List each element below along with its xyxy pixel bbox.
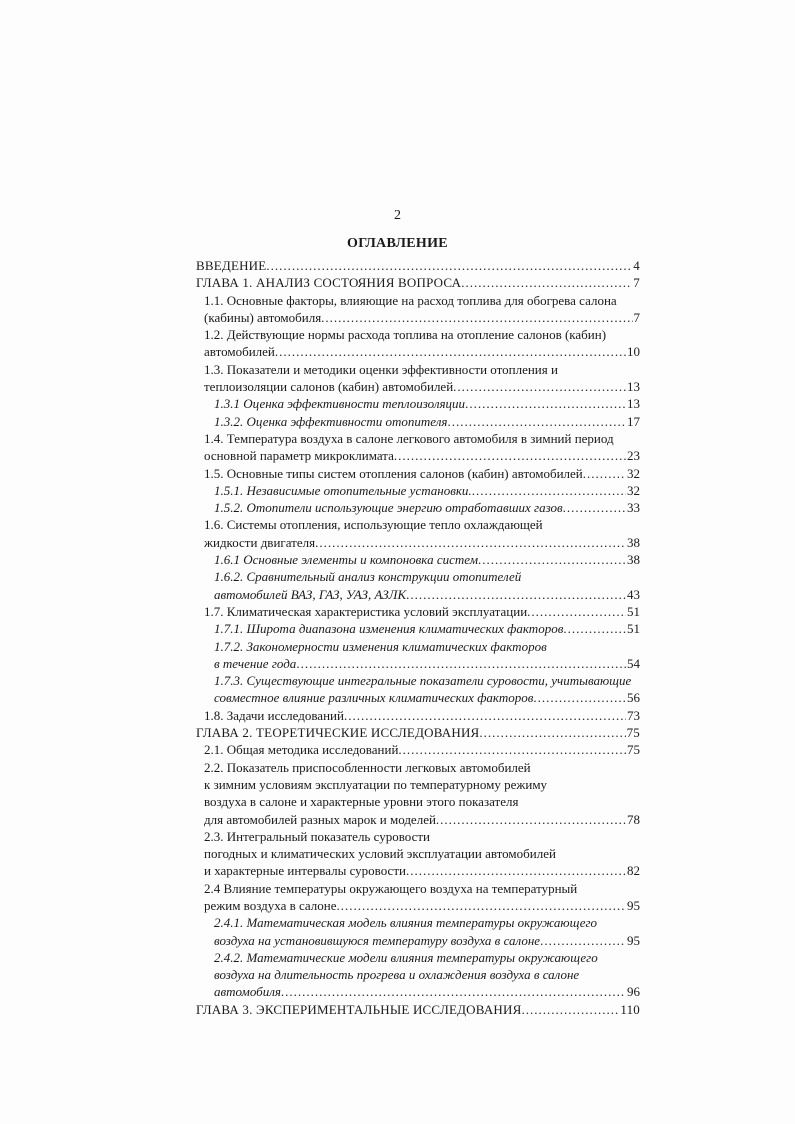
toc-entry-text: 2.1. Общая методика исследований [204, 742, 399, 758]
toc-entry-row [204, 862, 640, 879]
dot-leader [344, 707, 626, 724]
page-number: 2 [394, 208, 401, 223]
toc-page-number: 75 [626, 725, 640, 741]
toc-subsection [196, 638, 640, 673]
toc-section [196, 516, 640, 551]
toc-section [196, 326, 640, 361]
toc-page-number: 56 [627, 690, 640, 706]
toc-entry-text: воздуха на длительность прогрева и охлаждения воздуха в салоне [214, 967, 580, 983]
toc-page-number: 4 [633, 258, 640, 273]
dot-leader [583, 465, 626, 482]
toc-subsection [196, 499, 640, 516]
toc-entry-text: 1.1. Основные факторы, влияющие на расход топлива для обогрева салона [204, 292, 617, 308]
toc-entry-row [196, 257, 640, 274]
toc-page-number: 13 [627, 379, 640, 395]
toc-entry-text: 2.4 Влияние температуры окружающего воздуха на температурный [204, 880, 578, 896]
toc-entry-text: 1.3.1 Оценка эффективности теплоизоляции [214, 396, 466, 412]
toc-entry-text: теплоизоляции салонов (кабин) автомобилей [204, 379, 454, 395]
toc-entry-text: 1.7.2. Закономерности изменения климатических факторов [214, 638, 547, 654]
toc-entry-text: 1.6.2. Сравнительный анализ конструкции отопителей [214, 569, 522, 585]
toc-page-number: 38 [627, 552, 640, 568]
dot-leader [540, 932, 626, 949]
toc-section [196, 741, 640, 758]
toc-entry-text: и характерные интервалы суровости [204, 863, 406, 879]
toc-entry-row [214, 983, 640, 1000]
toc-entry-row [204, 707, 640, 724]
toc-chapter [196, 274, 640, 291]
toc-section [196, 361, 640, 396]
toc-entry-row [204, 465, 640, 482]
toc-entry-text: ГЛАВА 1. АНАЛИЗ СОСТОЯНИЯ ВОПРОСА [196, 275, 462, 291]
toc-entry-text: совместное влияние различных климатических факторов [214, 690, 534, 706]
toc-subsection [196, 395, 640, 412]
toc-entry-text: автомобиля [214, 984, 281, 1000]
toc-entry-row [214, 655, 640, 672]
toc-subsection [196, 620, 640, 637]
dot-leader [478, 551, 626, 568]
toc-entry-text: автомобилей ВАЗ, ГАЗ, УАЗ, АЗЛК [214, 586, 407, 602]
toc-entry-text: воздуха в салоне и характерные уровни этого показателя [204, 794, 519, 810]
toc-entry-text: ВВЕДЕНИЕ [196, 258, 267, 273]
toc-section [196, 828, 640, 880]
toc-subsection [196, 914, 640, 949]
toc-entry-row [204, 897, 640, 914]
dot-leader [266, 257, 632, 274]
dot-leader [465, 395, 626, 412]
toc-section [196, 880, 640, 915]
toc-entry-text: режим воздуха в салоне [204, 897, 337, 913]
toc-entry-row [204, 447, 640, 464]
toc-entry-text: 1.5.1. Независимые отопительные установки. [214, 482, 472, 498]
dot-leader [275, 343, 626, 360]
toc-chapter [196, 724, 640, 741]
toc-entry-text: для автомобилей разных марок и моделей [204, 811, 436, 827]
toc-entry-row [214, 482, 640, 499]
toc-entry-text: ГЛАВА 3. ЭКСПЕРИМЕНТАЛЬНЫЕ ИССЛЕДОВАНИЯ [196, 1001, 522, 1017]
toc-section [196, 759, 640, 828]
toc-page-number: 7 [633, 309, 640, 325]
toc-entry-text: 1.3.2. Оценка эффективности отопителя [214, 413, 448, 429]
toc-page-number: 73 [627, 707, 640, 723]
toc-entry-row [204, 811, 640, 828]
toc-entry-text: 2.3. Интегральный показатель суровости [204, 828, 430, 844]
toc-chapter [196, 257, 640, 274]
dot-leader [436, 811, 626, 828]
toc-entry-row [204, 603, 640, 620]
toc-entry-row [204, 741, 640, 758]
page-title: ОГЛАВЛЕНИЕ [347, 236, 448, 251]
toc-page-number: 95 [627, 932, 640, 948]
toc-subsection [196, 672, 640, 707]
toc-page-number: 110 [620, 1001, 640, 1017]
toc-page-number: 82 [627, 863, 640, 879]
toc-subsection [196, 482, 640, 499]
dot-leader [479, 724, 625, 741]
toc-page-number: 13 [627, 396, 640, 412]
toc-entry-row [214, 499, 640, 516]
toc-entry-text: в течение года [214, 655, 297, 671]
toc-entry-row [214, 413, 640, 430]
dot-leader [447, 413, 626, 430]
toc-entry-row [214, 586, 640, 603]
dot-leader [563, 499, 626, 516]
toc-entry-text: 2.4.1. Математическая модель влияния температуры окружающего [214, 915, 598, 931]
toc-entry-text: 1.5. Основные типы систем отопления салонов (кабин) автомобилей [204, 465, 583, 481]
dot-leader [296, 655, 626, 672]
dot-leader [394, 447, 626, 464]
dot-leader [453, 378, 626, 395]
toc-entry-row [214, 620, 640, 637]
toc-entry-row [214, 551, 640, 568]
toc-page-number: 32 [627, 482, 640, 498]
toc-entry-text: ГЛАВА 2. ТЕОРЕТИЧЕСКИЕ ИССЛЕДОВАНИЯ [196, 725, 480, 741]
toc-section [196, 292, 640, 327]
toc-entry-row [204, 309, 640, 326]
toc-page-number: 96 [627, 984, 640, 1000]
toc-entry-text: основной параметр микроклимата [204, 448, 394, 464]
toc-entry-row [214, 932, 640, 949]
dot-leader [527, 603, 626, 620]
toc-entry-row [204, 378, 640, 395]
toc-entry-text: автомобилей [204, 344, 275, 360]
toc-page-number: 43 [627, 586, 640, 602]
dot-leader [533, 689, 626, 706]
toc-entry-text: 1.7. Климатическая характеристика условий эксплуатации [204, 603, 528, 619]
toc-page-number: 23 [627, 448, 640, 464]
toc-page-number: 33 [627, 500, 640, 516]
dot-leader [406, 862, 626, 879]
toc-page-number: 75 [627, 742, 640, 758]
dot-leader [281, 983, 626, 1000]
toc-entry-text: (кабины) автомобиля [204, 309, 322, 325]
dot-leader [521, 1001, 619, 1018]
toc-page-number: 10 [627, 344, 640, 360]
toc-page-number: 54 [627, 655, 640, 671]
toc-entry-row [214, 689, 640, 706]
dot-leader [315, 534, 626, 551]
toc-page-number: 51 [627, 603, 640, 619]
toc-entry-text: 1.6. Системы отопления, использующие тепло охлаждающей [204, 517, 543, 533]
dot-leader [337, 897, 626, 914]
toc-page-number: 95 [627, 897, 640, 913]
toc-subsection [196, 551, 640, 568]
toc-entry-text: жидкости двигателя [204, 534, 316, 550]
toc-entry-text: 1.7.1. Широта диапазона изменения климатических факторов [214, 621, 564, 637]
toc-entry-row [196, 274, 640, 291]
toc-entry-text: погодных и климатических условий эксплуатации автомобилей [204, 846, 556, 862]
toc-entry-row [196, 1001, 640, 1018]
dot-leader [406, 586, 626, 603]
toc-entry-text: 1.5.2. Отопители использующие энергию отработавших газов [214, 500, 563, 516]
toc-entry-row [214, 395, 640, 412]
dot-leader [472, 482, 626, 499]
toc-section [196, 603, 640, 620]
dot-leader [461, 274, 632, 291]
toc-entry-text: 2.2. Показатель приспособленности легковых автомобилей [204, 759, 531, 775]
dot-leader [398, 741, 626, 758]
toc-page-number: 7 [633, 275, 640, 291]
toc-entry-text: 1.6.1 Основные элементы и компоновка систем [214, 552, 478, 568]
toc-entry-text: 2.4.2. Математические модели влияния температуры окружающего [214, 949, 598, 965]
toc-entry-text: воздуха на установившуюся температуру воздуха в салоне [214, 932, 541, 948]
toc-subsection [196, 568, 640, 603]
dot-leader [321, 309, 632, 326]
toc-page-number: 32 [627, 465, 640, 481]
toc-chapter [196, 1001, 640, 1018]
toc-entry-text: 1.4. Температура воздуха в салоне легкового автомобиля в зимний период [204, 430, 614, 446]
toc-page-number: 38 [627, 534, 640, 550]
toc-entry-row [204, 534, 640, 551]
toc-entry-text: 1.2. Действующие нормы расхода топлива на отопление салонов (кабин) [204, 327, 607, 343]
toc-page-number: 78 [627, 811, 640, 827]
toc-section [196, 465, 640, 482]
toc-entry-text: 1.3. Показатели и методики оценки эффективности отопления и [204, 361, 558, 377]
table-of-contents [196, 257, 640, 1018]
toc-section [196, 430, 640, 465]
toc-entry-row [204, 343, 640, 360]
toc-entry-text: к зимним условиям эксплуатации по температурному режиму [204, 776, 548, 792]
toc-section [196, 707, 640, 724]
toc-entry-text: 1.7.3. Существующие интегральные показатели суровости, учитывающие [214, 673, 632, 689]
toc-subsection [196, 413, 640, 430]
toc-page-number: 51 [627, 621, 640, 637]
dot-leader [563, 620, 626, 637]
toc-entry-row [196, 724, 640, 741]
toc-entry-text: 1.8. Задачи исследований [204, 707, 344, 723]
toc-page-number: 17 [627, 413, 640, 429]
toc-subsection [196, 949, 640, 1001]
